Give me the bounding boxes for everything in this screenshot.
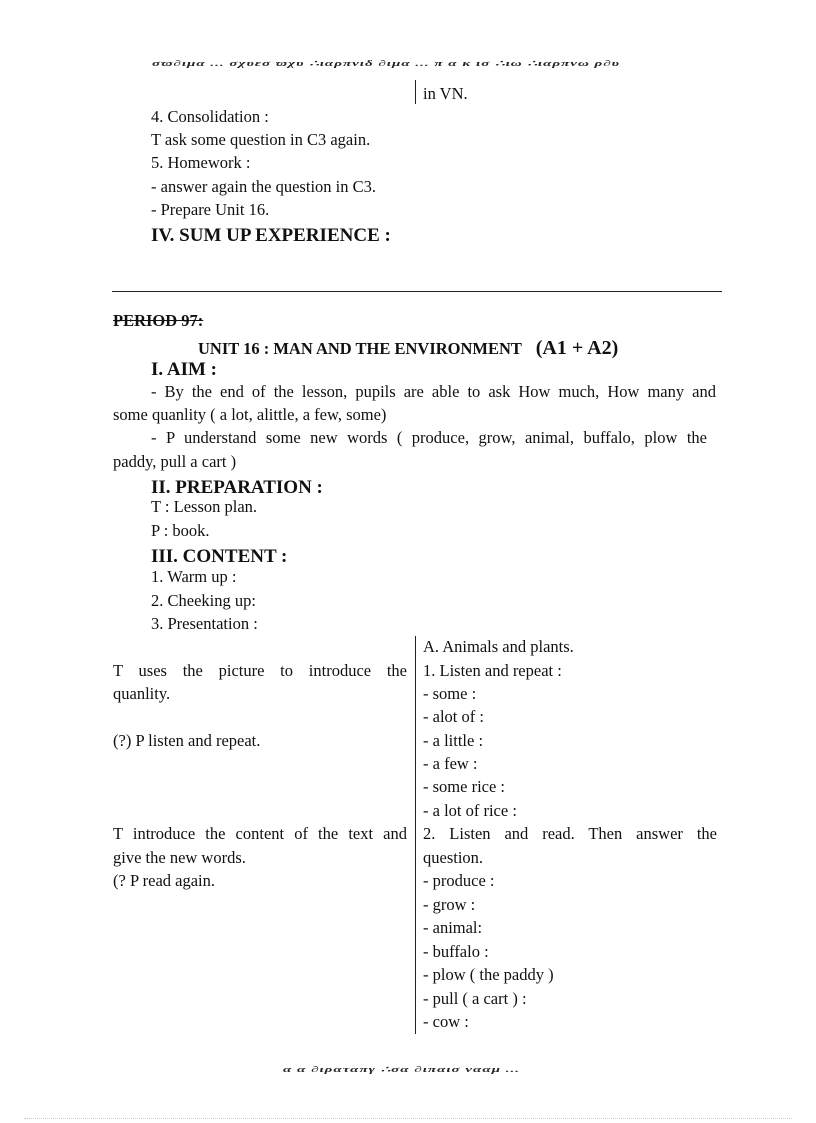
unit-title — [198, 337, 618, 360]
table-left-line: T introduce the content of the text and — [113, 824, 407, 843]
section-divider — [112, 291, 722, 292]
vocab-item: - grow : — [423, 895, 476, 914]
vocab-item: - buffalo : — [423, 942, 489, 961]
vocab-item: - produce : — [423, 871, 495, 890]
table-right-line: question. — [423, 848, 484, 867]
content-heading: III. CONTENT : — [151, 546, 288, 567]
preparation-teacher: T : Lesson plan. — [151, 497, 258, 516]
quantity-item: - alot of : — [423, 707, 484, 726]
vocab-item: - pull ( a cart ) : — [423, 989, 527, 1008]
consolidation-line: T ask some question in C3 again. — [151, 130, 371, 149]
table-fragment-text: in VN. — [423, 84, 468, 103]
aim-line: - By the end of the lesson, pupils are able to ask How much, How many and — [151, 382, 716, 401]
preparation-heading: II. PREPARATION : — [151, 477, 323, 498]
vocab-item: - animal: — [423, 918, 483, 937]
content-step: 3. Presentation : — [151, 614, 258, 633]
unit-title-text: UNIT 16 : MAN AND THE ENVIRONMENT — [198, 339, 522, 358]
quantity-item: - a lot of rice : — [423, 801, 517, 820]
table-left-line: (?) P listen and repeat. — [113, 731, 261, 750]
table-left-line: give the new words. — [113, 848, 246, 867]
sum-up-heading: IV. SUM UP EXPERIENCE : — [151, 225, 391, 246]
table-right-section: A. Animals and plants. — [423, 637, 574, 656]
consolidation-heading: 4. Consolidation : — [151, 107, 269, 126]
vocab-item: - plow ( the paddy ) — [423, 965, 554, 984]
aim-line: some quanlity ( a lot, alittle, a few, some) — [113, 405, 387, 424]
page-header: σϖ∂ιμα ... σχυεσ ϖχυ ∴ιαρπνιδ ∂ιμα ... π α κ ισ ∴ιω ∴ιαρπνω ρ∂υ — [152, 59, 621, 69]
page-bottom-border — [24, 1118, 792, 1119]
quantity-item: - some rice : — [423, 777, 506, 796]
aim-line: - P understand some new words ( produce, grow, animal, buffalo, plow the — [151, 428, 707, 447]
preparation-pupil: P : book. — [151, 521, 210, 540]
vocab-item: - cow : — [423, 1012, 469, 1031]
quantity-item: - a few : — [423, 754, 478, 773]
table-right-line: 2. Listen and read. Then answer the — [423, 824, 717, 843]
homework-item: - answer again the question in C3. — [151, 177, 376, 196]
unit-title-suffix: (A1 + A2) — [535, 337, 619, 359]
homework-item: - Prepare Unit 16. — [151, 200, 270, 219]
table-divider — [415, 636, 416, 1034]
table-left-line: quanlity. — [113, 684, 171, 703]
table-left-line: (? P read again. — [113, 871, 216, 890]
quantity-item: - some : — [423, 684, 477, 703]
aim-heading: I. AIM : — [151, 359, 217, 380]
homework-heading: 5. Homework : — [151, 153, 251, 172]
quantity-item: - a little : — [423, 731, 484, 750]
page-footer: α α ∂ιραταπγ ∴σα ∂ιπαισ νααμ ... — [283, 1065, 520, 1075]
content-step: 2. Cheeking up: — [151, 591, 256, 610]
table-right-line: 1. Listen and repeat : — [423, 661, 562, 680]
table-divider-top — [415, 80, 416, 104]
content-step: 1. Warm up : — [151, 567, 237, 586]
aim-line: paddy, pull a cart ) — [113, 452, 237, 471]
table-left-line: T uses the picture to introduce the — [113, 661, 407, 680]
period-label: PERIOD 97: — [113, 311, 204, 330]
